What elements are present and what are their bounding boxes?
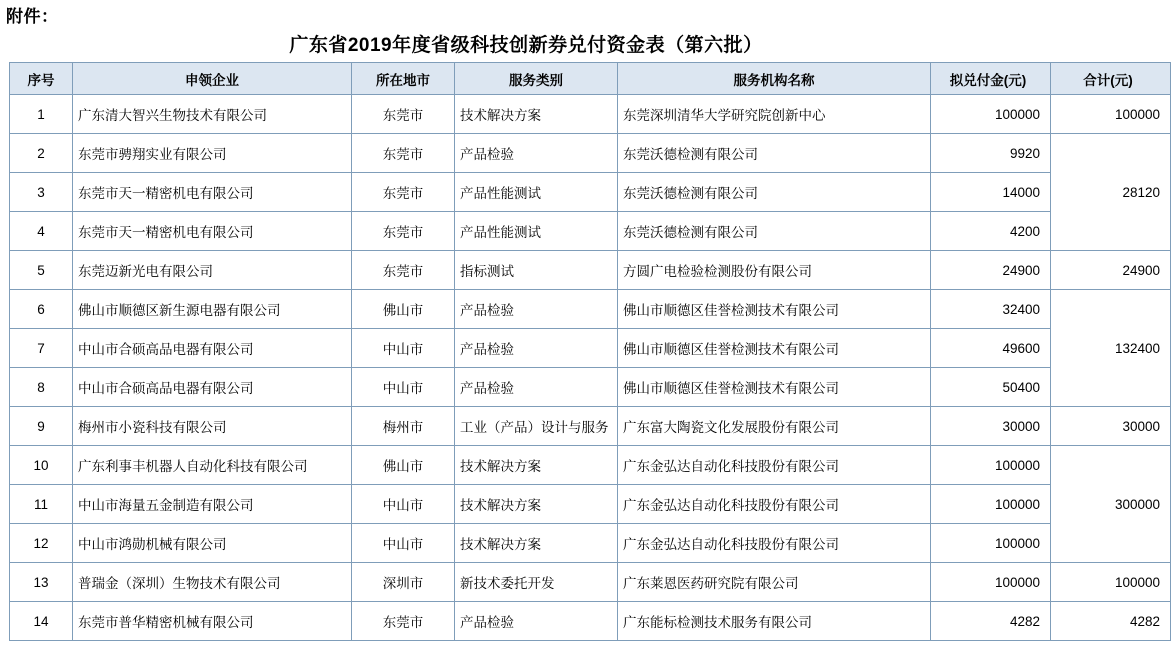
cell-city: 深圳市	[352, 563, 455, 602]
cell-city: 中山市	[352, 524, 455, 563]
cell-seq: 14	[10, 602, 73, 641]
cell-seq: 10	[10, 446, 73, 485]
cell-total: 4282	[1051, 602, 1171, 641]
cell-service-type: 技术解决方案	[455, 485, 618, 524]
cell-city: 中山市	[352, 329, 455, 368]
table-row	[10, 134, 1171, 173]
cell-total: 28120	[1051, 134, 1171, 251]
table-row	[10, 407, 1171, 446]
table-header	[10, 63, 1171, 95]
cell-service-type: 工业（产品）设计与服务	[455, 407, 618, 446]
table-row	[10, 368, 1171, 407]
cell-total: 30000	[1051, 407, 1171, 446]
cell-service-type: 技术解决方案	[455, 524, 618, 563]
cell-org: 佛山市顺德区佳誉检测技术有限公司	[618, 329, 931, 368]
cell-enterprise: 梅州市小瓷科技有限公司	[73, 407, 352, 446]
cell-enterprise: 东莞迈新光电有限公司	[73, 251, 352, 290]
cell-seq: 1	[10, 95, 73, 134]
cell-service-type: 技术解决方案	[455, 446, 618, 485]
page-title: 广东省2019年度省级科技创新券兑付资金表（第六批）	[289, 35, 763, 56]
cell-amount: 100000	[931, 446, 1051, 485]
cell-org: 东莞沃德检测有限公司	[618, 134, 931, 173]
table-row	[10, 290, 1171, 329]
cell-enterprise: 中山市合硕高品电器有限公司	[73, 329, 352, 368]
cell-amount: 100000	[931, 563, 1051, 602]
cell-service-type: 产品检验	[455, 134, 618, 173]
header-amount: 拟兑付金(元)	[931, 63, 1051, 95]
cell-enterprise: 中山市鸿勋机械有限公司	[73, 524, 352, 563]
cell-enterprise: 东莞市天一精密机电有限公司	[73, 212, 352, 251]
cell-seq: 5	[10, 251, 73, 290]
cell-total: 100000	[1051, 95, 1171, 134]
cell-total: 300000	[1051, 446, 1171, 563]
cell-org: 东莞深圳清华大学研究院创新中心	[618, 95, 931, 134]
cell-amount: 4282	[931, 602, 1051, 641]
cell-service-type: 指标测试	[455, 251, 618, 290]
cell-city: 东莞市	[352, 134, 455, 173]
cell-city: 东莞市	[352, 251, 455, 290]
cell-org: 东莞沃德检测有限公司	[618, 212, 931, 251]
table-header-row	[10, 63, 1171, 95]
cell-amount: 32400	[931, 290, 1051, 329]
cell-org: 广东金弘达自动化科技股份有限公司	[618, 524, 931, 563]
cell-seq: 13	[10, 563, 73, 602]
cell-seq: 9	[10, 407, 73, 446]
table-row	[10, 524, 1171, 563]
table-row	[10, 602, 1171, 641]
cell-enterprise: 东莞市天一精密机电有限公司	[73, 173, 352, 212]
cell-amount: 4200	[931, 212, 1051, 251]
cell-service-type: 技术解决方案	[455, 95, 618, 134]
header-org: 服务机构名称	[618, 63, 931, 95]
cell-enterprise: 东莞市骋翔实业有限公司	[73, 134, 352, 173]
cell-org: 佛山市顺德区佳誉检测技术有限公司	[618, 368, 931, 407]
cell-seq: 11	[10, 485, 73, 524]
table-row	[10, 95, 1171, 134]
cell-total: 100000	[1051, 563, 1171, 602]
cell-amount: 14000	[931, 173, 1051, 212]
cell-seq: 3	[10, 173, 73, 212]
fund-table	[9, 62, 1171, 641]
fund-table-container	[9, 62, 1160, 641]
cell-org: 方圆广电检验检测股份有限公司	[618, 251, 931, 290]
cell-service-type: 新技术委托开发	[455, 563, 618, 602]
header-enterprise: 申领企业	[73, 63, 352, 95]
cell-city: 梅州市	[352, 407, 455, 446]
cell-enterprise: 中山市合硕高品电器有限公司	[73, 368, 352, 407]
cell-enterprise: 普瑞金（深圳）生物技术有限公司	[73, 563, 352, 602]
cell-org: 广东能标检测技术服务有限公司	[618, 602, 931, 641]
cell-amount: 49600	[931, 329, 1051, 368]
table-row	[10, 485, 1171, 524]
cell-seq: 6	[10, 290, 73, 329]
table-row	[10, 173, 1171, 212]
cell-amount: 30000	[931, 407, 1051, 446]
table-row	[10, 212, 1171, 251]
cell-amount: 100000	[931, 524, 1051, 563]
cell-org: 广东莱恩医药研究院有限公司	[618, 563, 931, 602]
cell-total: 132400	[1051, 290, 1171, 407]
cell-service-type: 产品性能测试	[455, 212, 618, 251]
cell-amount: 9920	[931, 134, 1051, 173]
cell-service-type: 产品性能测试	[455, 173, 618, 212]
cell-city: 佛山市	[352, 446, 455, 485]
cell-service-type: 产品检验	[455, 329, 618, 368]
cell-amount: 24900	[931, 251, 1051, 290]
cell-enterprise: 东莞市普华精密机械有限公司	[73, 602, 352, 641]
table-row	[10, 329, 1171, 368]
cell-city: 中山市	[352, 485, 455, 524]
cell-amount: 50400	[931, 368, 1051, 407]
cell-seq: 4	[10, 212, 73, 251]
cell-org: 广东金弘达自动化科技股份有限公司	[618, 485, 931, 524]
cell-amount: 100000	[931, 95, 1051, 134]
cell-city: 佛山市	[352, 290, 455, 329]
cell-service-type: 产品检验	[455, 602, 618, 641]
cell-city: 中山市	[352, 368, 455, 407]
cell-seq: 12	[10, 524, 73, 563]
cell-seq: 2	[10, 134, 73, 173]
attachment-label: 附件：	[6, 7, 59, 26]
cell-amount: 100000	[931, 485, 1051, 524]
header-seq: 序号	[10, 63, 73, 95]
table-row	[10, 251, 1171, 290]
table-row	[10, 446, 1171, 485]
table-row	[10, 563, 1171, 602]
cell-enterprise: 佛山市顺德区新生源电器有限公司	[73, 290, 352, 329]
cell-org: 广东富大陶瓷文化发展股份有限公司	[618, 407, 931, 446]
cell-enterprise: 广东清大智兴生物技术有限公司	[73, 95, 352, 134]
cell-seq: 7	[10, 329, 73, 368]
header-total: 合计(元)	[1051, 63, 1171, 95]
header-city: 所在地市	[352, 63, 455, 95]
cell-org: 东莞沃德检测有限公司	[618, 173, 931, 212]
cell-service-type: 产品检验	[455, 290, 618, 329]
table-body	[10, 95, 1171, 641]
cell-total: 24900	[1051, 251, 1171, 290]
cell-enterprise: 中山市海量五金制造有限公司	[73, 485, 352, 524]
cell-service-type: 产品检验	[455, 368, 618, 407]
cell-city: 东莞市	[352, 602, 455, 641]
cell-city: 东莞市	[352, 212, 455, 251]
header-service-type: 服务类别	[455, 63, 618, 95]
cell-seq: 8	[10, 368, 73, 407]
cell-org: 佛山市顺德区佳誉检测技术有限公司	[618, 290, 931, 329]
cell-enterprise: 广东利事丰机器人自动化科技有限公司	[73, 446, 352, 485]
cell-city: 东莞市	[352, 173, 455, 212]
cell-city: 东莞市	[352, 95, 455, 134]
cell-org: 广东金弘达自动化科技股份有限公司	[618, 446, 931, 485]
